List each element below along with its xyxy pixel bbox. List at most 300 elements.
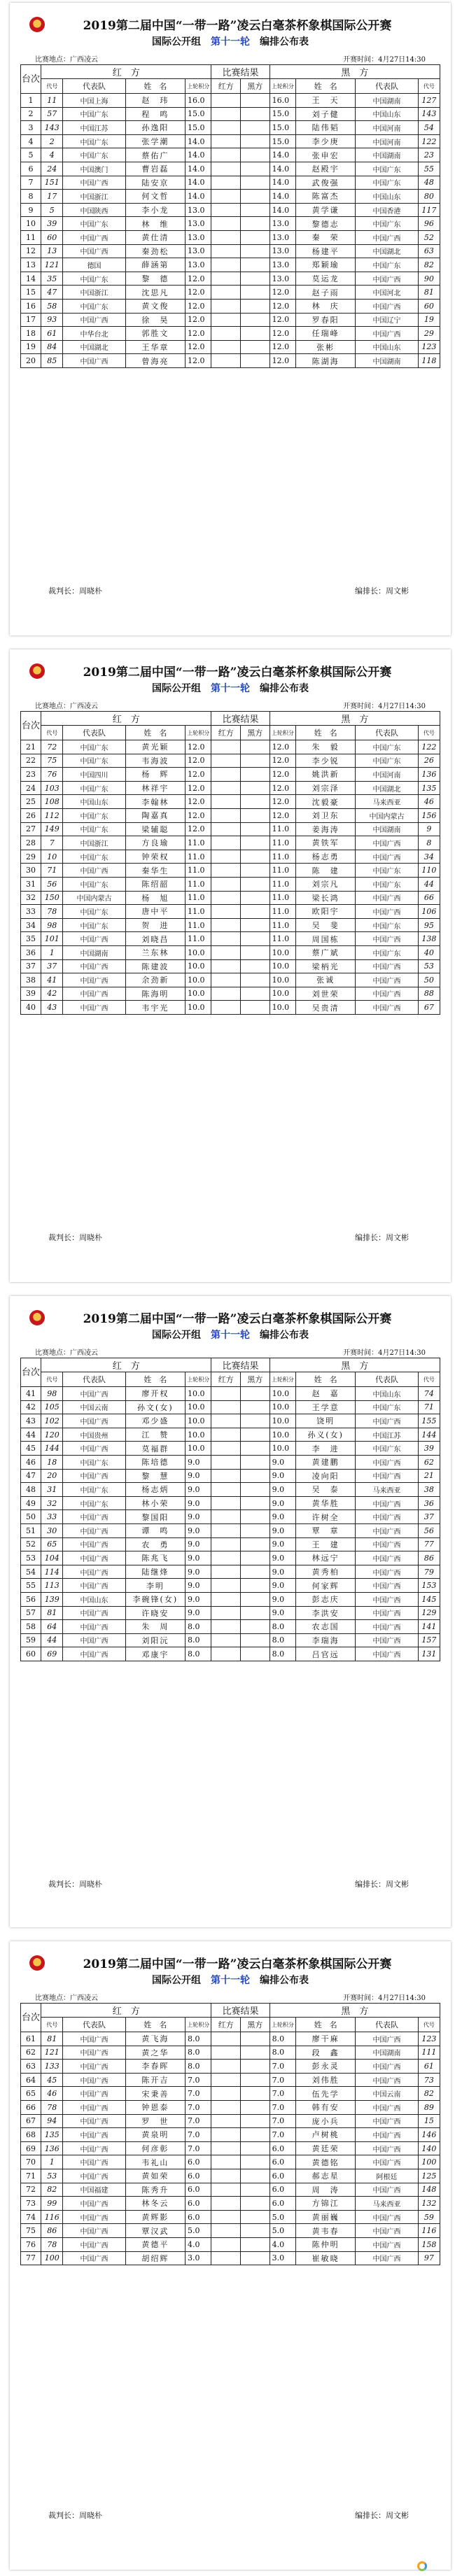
red-team: 中国上海: [63, 94, 125, 108]
red-result-cell: [211, 864, 241, 878]
red-player-code: 64: [41, 1620, 63, 1634]
red-player-name: 黄如荣: [125, 2169, 185, 2183]
red-points: 13.0: [185, 244, 211, 258]
black-player-code: 127: [418, 94, 440, 108]
red-team: 中国广西: [63, 2141, 125, 2155]
black-result-cell: [241, 2100, 270, 2114]
table-row: [21, 877, 440, 891]
black-player-name: 姚洪新: [296, 768, 356, 782]
red-player-code: 60: [41, 230, 63, 244]
board-number: 72: [21, 2183, 41, 2197]
red-player-code: 76: [41, 768, 63, 782]
red-team: 中国广东: [63, 905, 125, 919]
red-player-code: 20: [41, 1469, 63, 1483]
table-row: [21, 808, 440, 822]
red-team: 中华台北: [63, 327, 125, 341]
black-team: 中国香港: [356, 203, 418, 217]
black-player-code: 146: [418, 2128, 440, 2142]
table-row: [21, 1400, 440, 1414]
red-points: 8.0: [185, 1633, 211, 1647]
black-player-code: 8: [418, 836, 440, 850]
red-player-name: 杨 旭: [125, 891, 185, 905]
black-points: 7.0: [270, 2087, 295, 2101]
red-result-cell: [211, 822, 241, 836]
table-row: [21, 918, 440, 932]
black-points: 4.0: [270, 2237, 295, 2251]
black-player-code: 61: [418, 2060, 440, 2074]
red-result-cell: [211, 203, 241, 217]
black-player-code: 77: [418, 1537, 440, 1551]
red-points: 10.0: [185, 959, 211, 973]
red-player-name: 曹岩磊: [125, 162, 185, 176]
red-player-code: 69: [41, 1647, 63, 1661]
table-row: [21, 1579, 440, 1593]
table-row: [21, 2032, 440, 2046]
black-points: 12.0: [270, 795, 295, 809]
black-player-code: 117: [418, 203, 440, 217]
black-team: 中国广西: [356, 1510, 418, 1524]
black-points: 10.0: [270, 973, 295, 987]
black-points: 7.0: [270, 2100, 295, 2114]
red-points: 12.0: [185, 795, 211, 809]
red-result-cell: [211, 1455, 241, 1469]
black-player-code: 125: [418, 2169, 440, 2183]
black-player-code: 158: [418, 2237, 440, 2251]
red-team: 中国广东: [63, 217, 125, 231]
black-player-code: 140: [418, 2141, 440, 2155]
black-player-code: 54: [418, 121, 440, 135]
black-result-cell: [241, 864, 270, 878]
black-player-name: 李少锐: [296, 754, 356, 768]
red-team: 中国湖南: [63, 945, 125, 959]
black-points: 5.0: [270, 2224, 295, 2238]
table-row: [21, 299, 440, 313]
black-result-cell: [241, 134, 270, 148]
black-result-cell: [241, 190, 270, 204]
black-player-name: 黄廷荣: [296, 2141, 356, 2155]
black-player-name: 罗春阳: [296, 313, 356, 327]
black-player-code: 21: [418, 1469, 440, 1483]
red-result-cell: [211, 754, 241, 768]
board-number: 47: [21, 1469, 41, 1483]
red-team: 中国广西: [63, 932, 125, 946]
black-points: 6.0: [270, 2155, 295, 2169]
black-result-cell: [241, 836, 270, 850]
black-result-cell: [241, 1414, 270, 1428]
red-result-cell: [211, 2073, 241, 2087]
red-player-code: 35: [41, 272, 63, 286]
red-player-code: 61: [41, 327, 63, 341]
black-player-name: 蔡广斌: [296, 945, 356, 959]
black-points: 9.0: [270, 1523, 295, 1537]
black-player-code: 26: [418, 754, 440, 768]
red-player-code: 99: [41, 2197, 63, 2211]
board-number: 70: [21, 2155, 41, 2169]
subtitle: [10, 681, 451, 695]
red-result-cell: [211, 2155, 241, 2169]
red-team: 中国广东: [63, 754, 125, 768]
red-points: 13.0: [185, 203, 211, 217]
black-player-name: 孙义(女): [296, 1428, 356, 1442]
black-player-code: 96: [418, 217, 440, 231]
red-result-cell: [211, 244, 241, 258]
red-points: 9.0: [185, 1565, 211, 1579]
col-red-result-header: 红方: [211, 726, 241, 740]
red-points: 9.0: [185, 1537, 211, 1551]
black-points: 6.0: [270, 2169, 295, 2183]
black-team: 中国湖南: [356, 148, 418, 162]
red-result-cell: [211, 2100, 241, 2114]
red-player-name: 陈培德: [125, 1455, 185, 1469]
red-points: 11.0: [185, 891, 211, 905]
red-player-code: 78: [41, 2237, 63, 2251]
table-row: [21, 2197, 440, 2211]
red-team: 中国广西: [63, 1414, 125, 1428]
black-result-cell: [241, 2073, 270, 2087]
red-result-cell: [211, 2046, 241, 2060]
black-points: 8.0: [270, 2046, 295, 2060]
table-row: [21, 340, 440, 354]
col-red-result-header: 红方: [211, 79, 241, 94]
red-player-code: 100: [41, 2251, 63, 2265]
black-result-cell: [241, 2183, 270, 2197]
board-number: 56: [21, 1592, 41, 1606]
black-result-cell: [241, 2114, 270, 2128]
red-result-cell: [211, 1606, 241, 1620]
red-team: 中国广东: [63, 781, 125, 795]
red-team: 中国广西: [63, 1633, 125, 1647]
col-unit-header: 代表队: [356, 726, 418, 740]
black-player-name: 黄建鹏: [296, 1455, 356, 1469]
red-player-code: 30: [41, 1523, 63, 1537]
red-player-code: 13: [41, 244, 63, 258]
red-result-cell: [211, 891, 241, 905]
board-number: 28: [21, 836, 41, 850]
table-row: [21, 836, 440, 850]
black-player-name: 王 建: [296, 1537, 356, 1551]
red-player-code: 4: [41, 148, 63, 162]
meta-bar: [35, 700, 426, 710]
red-result-cell: [211, 808, 241, 822]
black-result-cell: [241, 768, 270, 782]
chief-arbiter: 编排长：周文彬: [355, 1880, 409, 1889]
black-player-code: 156: [418, 808, 440, 822]
black-result-cell: [241, 822, 270, 836]
col-name-header: 姓 名: [125, 2018, 185, 2032]
board-number: 7: [21, 176, 41, 190]
black-player-code: 122: [418, 740, 440, 754]
black-player-code: 50: [418, 973, 440, 987]
table-row: [21, 217, 440, 231]
table-row: [21, 2046, 440, 2060]
red-player-name: 何文哲: [125, 190, 185, 204]
board-number: 30: [21, 864, 41, 878]
col-rank-header: 台次: [21, 1358, 41, 1387]
red-team: 中国广西: [63, 1387, 125, 1401]
red-team: 中国广西: [63, 1579, 125, 1593]
emblem-icon: [29, 17, 45, 32]
black-player-code: 148: [418, 2183, 440, 2197]
red-player-code: 104: [41, 1551, 63, 1565]
table-row: [21, 905, 440, 919]
black-points: 9.0: [270, 1606, 295, 1620]
col-black-result-header: 黑方: [241, 1372, 270, 1387]
black-team: 中国广东: [356, 918, 418, 932]
red-player-name: 宋秉善: [125, 2087, 185, 2101]
black-result-cell: [241, 1592, 270, 1606]
red-points: 15.0: [185, 121, 211, 135]
black-team: 中国湖南: [356, 354, 418, 368]
board-number: 67: [21, 2114, 41, 2128]
table-row: [21, 2128, 440, 2142]
red-team: 中国澳门: [63, 162, 125, 176]
red-player-name: 何彦彰: [125, 2141, 185, 2155]
pairing-table: [20, 711, 440, 1015]
red-result-cell: [211, 2128, 241, 2142]
red-points: 11.0: [185, 877, 211, 891]
black-player-code: 74: [418, 1387, 440, 1401]
red-result-cell: [211, 190, 241, 204]
black-result-cell: [241, 1510, 270, 1524]
black-result-cell: [241, 1551, 270, 1565]
black-result-cell: [241, 1565, 270, 1579]
black-result-cell: [241, 1387, 270, 1401]
red-points: 14.0: [185, 176, 211, 190]
black-team: 中国内蒙古: [356, 808, 418, 822]
black-points: 11.0: [270, 877, 295, 891]
red-team: 中国广西: [63, 2073, 125, 2087]
red-result-cell: [211, 2197, 241, 2211]
red-points: 13.0: [185, 230, 211, 244]
black-player-code: 36: [418, 1496, 440, 1510]
black-result-cell: [241, 162, 270, 176]
black-player-code: 157: [418, 1633, 440, 1647]
black-result-cell: [241, 781, 270, 795]
red-player-name: 刘晓昌: [125, 932, 185, 946]
black-points: 15.0: [270, 107, 295, 121]
board-number: 27: [21, 822, 41, 836]
black-player-name: 赵 嘉: [296, 1387, 356, 1401]
black-team: 中国广东: [356, 176, 418, 190]
black-player-code: 89: [418, 2100, 440, 2114]
black-points: 9.0: [270, 1579, 295, 1593]
red-player-name: 陆继烽: [125, 1565, 185, 1579]
red-result-cell: [211, 1414, 241, 1428]
black-player-name: 林远宁: [296, 1551, 356, 1565]
red-result-cell: [211, 1633, 241, 1647]
group-label: 国际公开组: [152, 1330, 201, 1341]
table-row: [21, 121, 440, 135]
black-player-name: 刘伟胜: [296, 2073, 356, 2087]
pairing-table: [20, 64, 440, 368]
signature-footer: [10, 1232, 451, 1241]
schedule-page: [10, 3, 451, 635]
red-player-name: 唐中平: [125, 905, 185, 919]
black-points: 10.0: [270, 1442, 295, 1456]
black-player-name: 秦 荣: [296, 230, 356, 244]
table-row: [21, 987, 440, 1001]
board-number: 4: [21, 134, 41, 148]
red-player-code: 94: [41, 2114, 63, 2128]
black-player-name: 梁柄光: [296, 959, 356, 973]
black-team: 马来西亚: [356, 795, 418, 809]
red-player-name: 张学潮: [125, 134, 185, 148]
watermark-logo-icon: [417, 2561, 427, 2571]
black-team: 中国广西: [356, 1537, 418, 1551]
black-player-code: 66: [418, 891, 440, 905]
board-number: 20: [21, 354, 41, 368]
red-player-name: 韦海波: [125, 754, 185, 768]
red-team: 中国浙江: [63, 286, 125, 300]
table-row: [21, 2251, 440, 2265]
red-points: 8.0: [185, 2032, 211, 2046]
red-player-code: 37: [41, 959, 63, 973]
chief-referee: 裁判长：周晓朴: [48, 1233, 102, 1242]
board-number: 10: [21, 217, 41, 231]
black-player-code: 129: [418, 1606, 440, 1620]
red-team: 中国福建: [63, 2183, 125, 2197]
red-player-code: 84: [41, 340, 63, 354]
red-player-code: 149: [41, 822, 63, 836]
black-player-name: 刘世荣: [296, 987, 356, 1001]
red-player-code: 1: [41, 945, 63, 959]
red-player-code: 53: [41, 2169, 63, 2183]
black-team: 中国河南: [356, 121, 418, 135]
black-player-name: 李 进: [296, 1442, 356, 1456]
board-number: 31: [21, 877, 41, 891]
red-points: 12.0: [185, 822, 211, 836]
board-number: 3: [21, 121, 41, 135]
red-result-cell: [211, 2087, 241, 2101]
table-row: [21, 107, 440, 121]
black-player-name: 欧阳宇: [296, 905, 356, 919]
board-number: 36: [21, 945, 41, 959]
black-result-cell: [241, 2210, 270, 2224]
col-code-header: 代号: [41, 726, 63, 740]
red-result-cell: [211, 1537, 241, 1551]
board-number: 64: [21, 2073, 41, 2087]
black-result-cell: [241, 877, 270, 891]
black-team: 中国广西: [356, 1414, 418, 1428]
red-points: 8.0: [185, 2046, 211, 2060]
red-result-cell: [211, 918, 241, 932]
black-team: 中国山东: [356, 107, 418, 121]
red-points: 9.0: [185, 1496, 211, 1510]
black-result-cell: [241, 217, 270, 231]
black-player-name: 黄丽巍: [296, 2210, 356, 2224]
black-points: 7.0: [270, 2073, 295, 2087]
black-player-code: 23: [418, 148, 440, 162]
black-team: 中国湖南: [356, 2046, 418, 2060]
black-player-code: 37: [418, 1510, 440, 1524]
red-points: 10.0: [185, 945, 211, 959]
board-number: 45: [21, 1442, 41, 1456]
red-player-code: 42: [41, 987, 63, 1001]
red-player-name: 黄泉明: [125, 2128, 185, 2142]
red-result-cell: [211, 850, 241, 864]
red-team: 中国广东: [63, 918, 125, 932]
black-player-name: 吴 泰: [296, 1483, 356, 1497]
red-points: 12.0: [185, 808, 211, 822]
black-player-name: 陈 建: [296, 864, 356, 878]
start-time-text: 开赛时间：4月27日14:30: [343, 1994, 426, 2002]
red-player-name: 徐 昊: [125, 313, 185, 327]
red-player-name: 蔡佑广: [125, 148, 185, 162]
black-team: 中国广西: [356, 1551, 418, 1565]
red-team: 中国广东: [63, 134, 125, 148]
red-player-name: 黎国阳: [125, 1510, 185, 1524]
red-team: 中国广西: [63, 1510, 125, 1524]
pairing-table: [20, 2003, 440, 2265]
table-row: [21, 2100, 440, 2114]
black-player-code: 29: [418, 327, 440, 341]
venue-text: 比赛地点：广西凌云: [35, 1349, 98, 1357]
red-player-code: 150: [41, 891, 63, 905]
black-player-name: 张彬: [296, 340, 356, 354]
black-player-code: 62: [418, 1455, 440, 1469]
black-player-name: 张诚: [296, 973, 356, 987]
col-points-header: 上轮积分: [185, 1372, 211, 1387]
board-number: 18: [21, 327, 41, 341]
red-player-code: 41: [41, 973, 63, 987]
table-row: [21, 2237, 440, 2251]
black-points: 8.0: [270, 1633, 295, 1647]
red-result-cell: [211, 1647, 241, 1661]
red-result-cell: [211, 905, 241, 919]
red-points: 6.0: [185, 2183, 211, 2197]
red-player-name: 罗 世: [125, 2114, 185, 2128]
red-player-name: 覃汉武: [125, 2224, 185, 2238]
red-player-name: 许晓安: [125, 1606, 185, 1620]
red-player-code: 46: [41, 2087, 63, 2101]
black-result-cell: [241, 340, 270, 354]
table-row: [21, 313, 440, 327]
red-player-code: 121: [41, 2046, 63, 2060]
col-rank-header: 台次: [21, 712, 41, 740]
red-player-code: 39: [41, 217, 63, 231]
table-row: [21, 94, 440, 108]
red-result-cell: [211, 932, 241, 946]
page-title: 2019第二届中国“一带一路”凌云白毫茶杯象棋国际公开赛: [83, 666, 392, 680]
red-player-code: 72: [41, 740, 63, 754]
red-result-cell: [211, 1551, 241, 1565]
red-team: 中国广西: [63, 959, 125, 973]
red-player-name: 兰东林: [125, 945, 185, 959]
black-points: 13.0: [270, 230, 295, 244]
red-result-cell: [211, 258, 241, 272]
black-player-name: 刘卫东: [296, 808, 356, 822]
red-points: 5.0: [185, 2224, 211, 2238]
black-team: 中国广西: [356, 1523, 418, 1537]
red-player-code: 2: [41, 134, 63, 148]
red-player-code: 81: [41, 1606, 63, 1620]
black-team: 中国广西: [356, 2155, 418, 2169]
board-number: 66: [21, 2100, 41, 2114]
red-points: 11.0: [185, 864, 211, 878]
red-player-name: 钟恩泰: [125, 2100, 185, 2114]
col-points-header: 上轮积分: [185, 79, 211, 94]
red-points: 9.0: [185, 1483, 211, 1497]
red-team: 中国广西: [63, 354, 125, 368]
black-player-code: 116: [418, 2224, 440, 2238]
red-result-cell: [211, 1428, 241, 1442]
black-team: 中国湖南: [356, 822, 418, 836]
red-result-cell: [211, 286, 241, 300]
black-player-name: 李少庚: [296, 134, 356, 148]
col-red-result-header: 红方: [211, 1372, 241, 1387]
red-player-code: 113: [41, 1579, 63, 1593]
black-team: 中国广西: [356, 230, 418, 244]
